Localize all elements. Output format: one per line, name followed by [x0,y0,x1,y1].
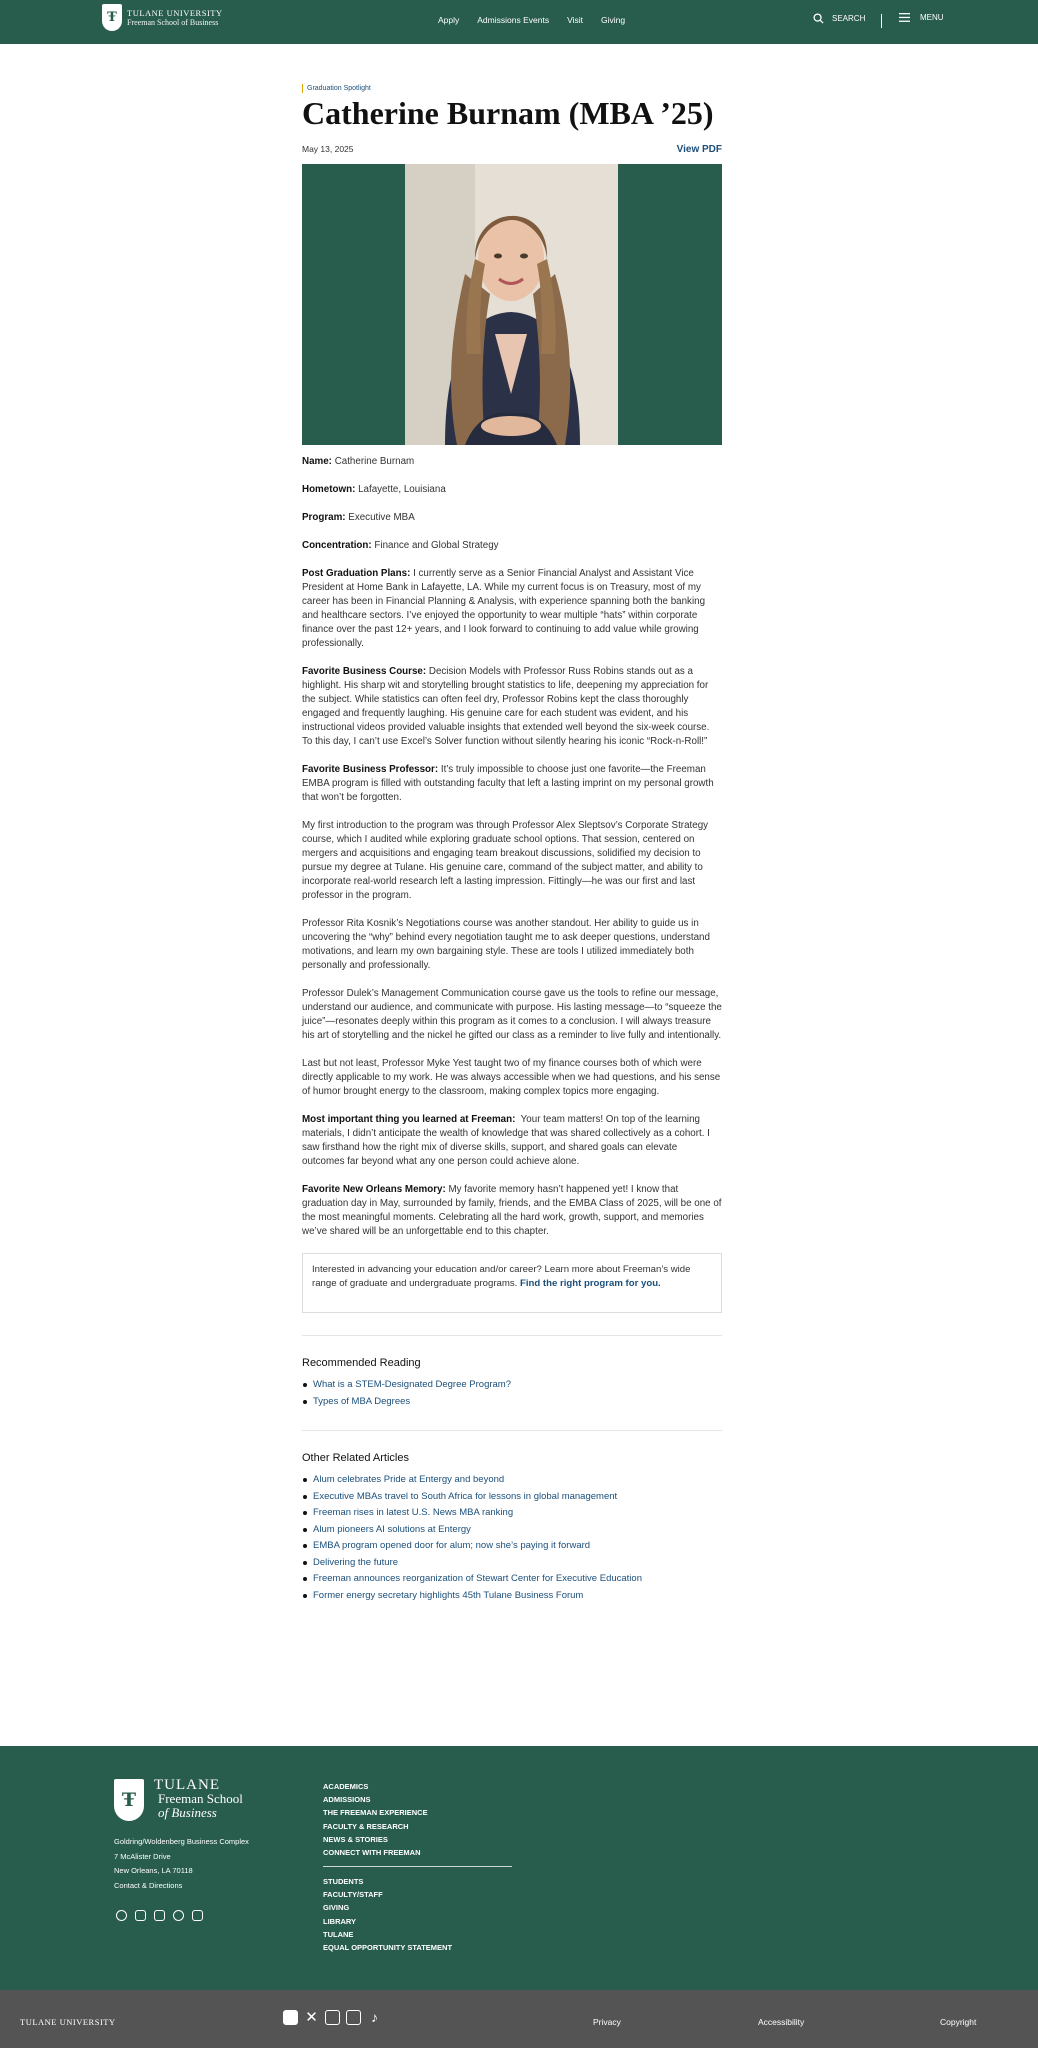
footer-link[interactable]: STUDENTS [323,1877,364,1886]
footer-secondary-links [323,1875,452,1954]
nav-admissions-events[interactable]: Admissions Events [477,15,550,25]
menu-label: MENU [920,13,944,22]
body-paragraph: Professor Dulek’s Management Communication course gave us the tools to refine our message, understand our audience, and communicate with purpose. His lasting message—to “squeeze the juice”—resonates deeply within this program as it comes to a conclusion. I will always treasure his art of storytelling and the nickel he gifted our class as a reminder to live fully and intentionally. [302,988,722,1041]
address-line: New Orleans, LA 70118 [114,1866,193,1875]
subfooter-social [283,2010,382,2025]
section-divider [302,1335,722,1336]
site-header [0,0,1038,44]
footer-link[interactable]: GIVING [323,1903,350,1913]
body-paragraph: Last but not least, Professor Myke Yest taught two of my finance courses both of which were directly applicable to my work. He was always accessible when we had questions, and his sense of humor brought energy to the classroom, making complex topics more engaging. [302,1058,721,1097]
related-link[interactable]: Alum pioneers AI solutions at Entergy [313,1523,471,1535]
accessibility-link[interactable]: Accessibility [758,2017,805,2027]
footer-link[interactable]: ADMISSIONS [323,1795,371,1805]
facebook-icon[interactable] [116,1910,127,1921]
portrait-frame [302,164,722,445]
tulane-shield-icon: Ŧ [102,4,122,31]
list-item [302,1571,722,1588]
article-title: Catherine Burnam (MBA ’25) [302,95,714,131]
address-line: 7 McAlister Drive [114,1851,171,1861]
tulane-logo[interactable] [102,4,223,31]
body-paragraph: My first introduction to the program was through Professor Alex Sleptsov’s Corporate Strategy course, which I audited while exploring graduate school options. That session, centered on mergers and acquisitions and engaging team breakout discussions, solidified my decision to pursue my degree at Tulane. His genuine care, command of the subject matter, and ability to incorporate real-world research left a lasting impression. Fittingly—he was our first and last professor in the program. [302,820,709,901]
portrait-photo [405,164,618,445]
hamburger-icon [899,13,910,22]
contact-directions-link[interactable]: Contact & Directions [114,1880,183,1890]
nav-visit[interactable]: Visit [567,15,583,25]
recommended-link[interactable]: What is a STEM-Designated Degree Program? [313,1379,511,1390]
profile-concentration: Concentration: Finance and Global Strategy [302,540,499,551]
footer-link[interactable]: ACADEMICS [323,1782,369,1791]
footer-link[interactable]: CONNECT WITH FREEMAN [323,1848,421,1858]
program-cta-box [302,1253,722,1313]
freeman-shield-icon[interactable]: Ŧ [114,1779,144,1821]
brand-tulane: TULANE [154,1777,220,1793]
related-link[interactable]: Freeman announces reorganization of Stewart Center for Executive Education [313,1573,642,1584]
copyright-link[interactable]: Copyright [940,2017,977,2027]
article-body [302,455,722,1239]
recommended-link[interactable]: Types of MBA Degrees [313,1395,411,1407]
youtube-icon[interactable] [192,1910,203,1921]
footer-link[interactable]: TULANE [323,1929,354,1939]
footer-link[interactable]: LIBRARY [323,1916,357,1926]
profile-name: Name: Catherine Burnam [302,456,415,467]
favorite-nola-memory: Favorite New Orleans Memory: My favorite memory hasn’t happened yet! I know that graduation day in May, surrounded by family, friends, and the EMBA Class of 2025, will be one of the most meaningful moments. Celebrating all the hard work, growth, support, and memories we’ve shared will be an unforgettable end to this chapter. [302,1184,722,1237]
related-heading: Other Related Articles [302,1452,409,1464]
instagram-icon[interactable] [135,1910,146,1921]
instagram-icon[interactable] [325,2010,340,2025]
tiktok-icon[interactable]: ♪ [371,2009,378,2025]
menu-button[interactable] [899,13,944,22]
cta-text: Interested in advancing your education and/or career? Learn more about Freeman’s wide range of graduate and undergraduate programs. [312,1264,691,1289]
find-program-link[interactable]: Find the right program for you. [520,1278,661,1289]
related-link[interactable]: EMBA program opened door for alum; now she’s paying it forward [313,1540,591,1551]
list-item [302,1489,722,1506]
footer-link[interactable]: FACULTY/STAFF [323,1890,383,1900]
article [302,84,722,1604]
list-item [302,1555,722,1572]
article-date: May 13, 2025 [302,144,354,154]
x-icon[interactable]: ✕ [305,2009,318,2026]
article-category[interactable]: Graduation Spotlight [302,84,722,93]
footer-social [116,1910,203,1921]
list-item [302,1377,722,1394]
footer-link[interactable]: FACULTY & RESEARCH [323,1821,409,1831]
section-divider [302,1430,722,1431]
list-item [302,1538,722,1555]
body-paragraph: Professor Rita Kosnik’s Negotiations course was another standout. Her ability to guide us in uncovering the “why” behind every negotiation taught me to ask deeper questions, understand motivations, and learn my own bargaining style. These are tools I utilized immediately both personally and professionally. [302,918,710,971]
footer-primary-links [323,1780,428,1859]
related-link[interactable]: Executive MBAs travel to South Africa for lessons in global management [313,1490,618,1502]
brand-freeman: Freeman School [158,1791,243,1806]
post-graduation-plans: Post Graduation Plans: I currently serve as a Senior Financial Analyst and Assistant Vice President at Home Bank in Lafayette, LA. While my current focus is on Treasury, most of my career has been in Financial Planning & Analysis, with experience spanning both the banking and healthcare sectors. I’ve enjoyed the opportunity to wear multiple “hats” within corporate finance over the past 12+ years, and I look forward to continuing to add value while growing professionally. [302,568,706,649]
footer-link[interactable]: THE FREEMAN EXPERIENCE [323,1808,428,1818]
tiktok-icon[interactable] [173,1910,184,1921]
search-label: SEARCH [832,14,866,23]
logo-university: TULANE UNIVERSITY [127,7,223,18]
site-footer [0,1746,1038,1990]
footer-address [114,1835,249,1893]
related-list [302,1472,722,1604]
most-important-learned: Most important thing you learned at Freeman: Your team matters! On top of the learning materials, I didn’t anticipate the wealth of knowledge that was shared collectively as a cohort. I saw firsthand how the right mix of diverse skills, support, and shared goals can elevate outcomes far beyond what any one person could achieve alone. [302,1114,710,1167]
address-line: Goldring/Woldenberg Business Complex [114,1837,249,1846]
recommended-list [302,1377,722,1410]
tulane-university-logo[interactable]: TULANE UNIVERSITY [20,2017,116,2027]
nav-apply[interactable]: Apply [438,15,460,25]
logo-school: Freeman School of Business [127,17,219,27]
list-item [302,1505,722,1522]
profile-program: Program: Executive MBA [302,512,415,523]
related-link[interactable]: Delivering the future [313,1556,399,1568]
list-item [302,1472,722,1489]
search-icon [813,13,824,24]
facebook-icon[interactable] [283,2010,298,2025]
related-link[interactable]: Alum celebrates Pride at Entergy and beyond [313,1474,505,1485]
privacy-link[interactable]: Privacy [593,2017,621,2027]
view-pdf-link[interactable]: View PDF [676,143,722,155]
header-divider [881,14,882,28]
profile-hometown: Hometown: Lafayette, Louisiana [302,484,446,495]
linkedin-icon[interactable] [154,1910,165,1921]
sub-footer [0,1990,1038,2048]
footer-link[interactable]: NEWS & STORIES [323,1834,388,1844]
linkedin-icon[interactable] [346,2010,361,2025]
favorite-course: Favorite Business Course: Decision Models with Professor Russ Robins stands out as a highlight. His sharp wit and storytelling brought statistics to life, deepening my appreciation for the subject. While statistics can often feel dry, Professor Robins kept the class thoroughly engaged and frequently laughing. His genuine care for each student was evident, and his instructional videos provided valuable insights that extended well beyond the six-week course. To this day, I can’t use Excel’s Solver function without silently hearing his iconic “Rock-n-Roll!” [302,666,710,747]
nav-giving[interactable]: Giving [600,15,626,25]
search-button[interactable] [813,13,865,24]
favorite-professor: Favorite Business Professor: It’s truly impossible to choose just one favorite—the Freeman EMBA program is filled with outstanding faculty that left a lasting imprint on my personal growth that won’t be forgotten. [302,764,714,803]
footer-brand[interactable] [154,1778,243,1820]
footer-divider [323,1866,512,1867]
top-nav [438,15,643,25]
related-link[interactable]: Former energy secretary highlights 45th Tulane Business Forum [313,1589,584,1601]
list-item [302,1588,722,1605]
brand-of-business: of Business [158,1805,217,1820]
recommended-heading: Recommended Reading [302,1357,421,1369]
footer-link[interactable]: EQUAL OPPORTUNITY STATEMENT [323,1943,453,1953]
list-item [302,1522,722,1539]
list-item [302,1394,722,1411]
related-link[interactable]: Freeman rises in latest U.S. News MBA ranking [313,1507,514,1518]
